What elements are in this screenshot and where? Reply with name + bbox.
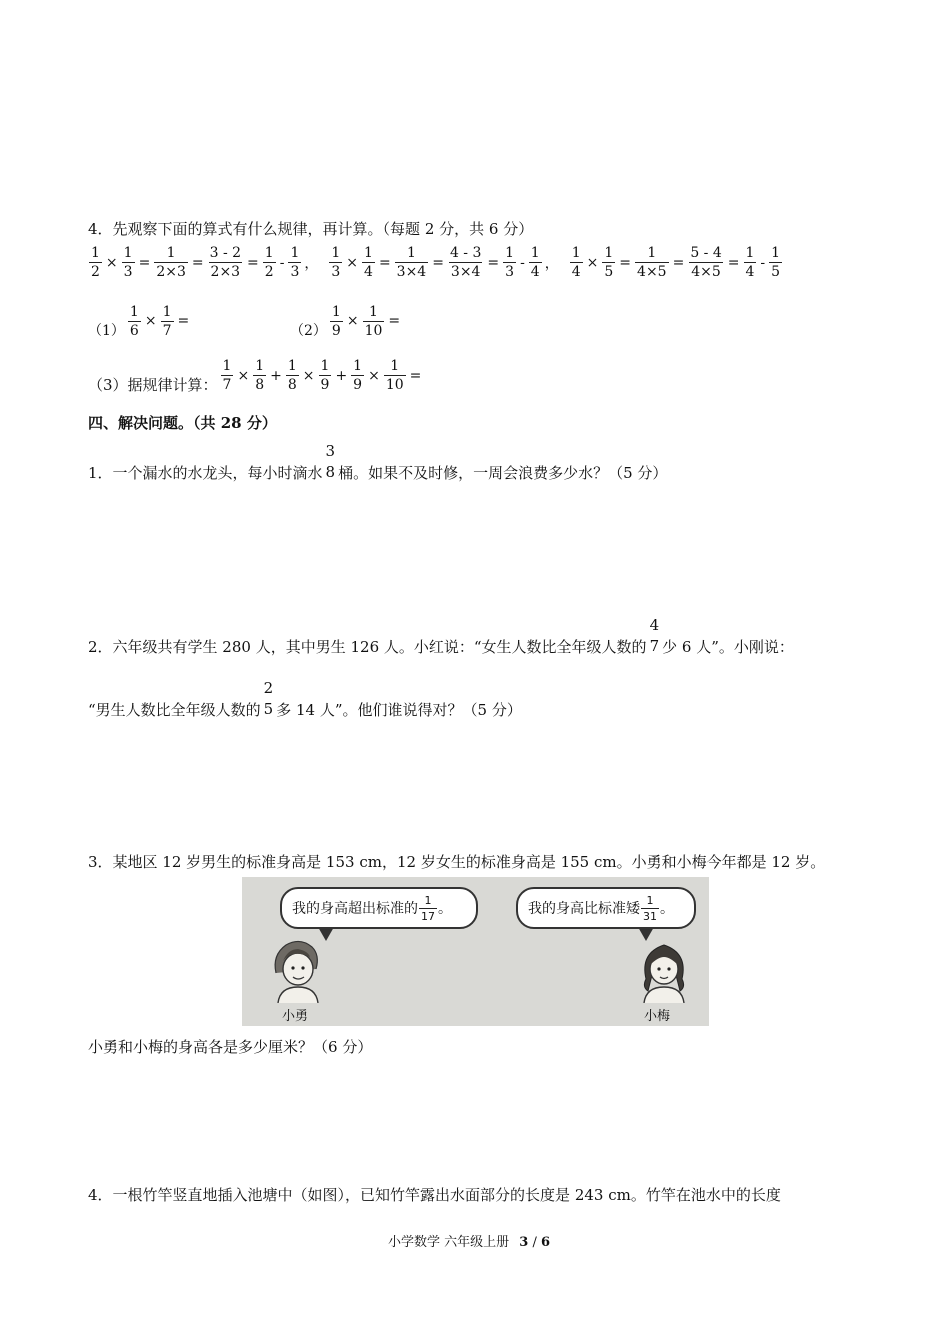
sub1-frac-b: $\frac{1}{7}$ <box>162 303 172 339</box>
ex1-frac-c: $\frac{1}{2\times 3}$ <box>156 245 186 280</box>
ex1-frac-d: $\frac{3 - 2}{2\times 3}$ <box>209 245 242 280</box>
sub3-frac-4: $\frac{1}{9}$ <box>320 358 330 393</box>
sub1-frac-a: $\frac{1}{6}$ <box>129 303 139 339</box>
sub3-frac-2: $\frac{1}{8}$ <box>255 358 265 393</box>
ex2-frac-f: $\frac{1}{4}$ <box>530 245 540 280</box>
sub3-frac-3: $\frac{1}{8}$ <box>287 358 297 393</box>
ex1-frac-e: $\frac{1}{2}$ <box>264 245 274 280</box>
ex3-frac-b: $\frac{1}{5}$ <box>604 245 614 280</box>
problem-2-line1: 2．六年级共有学生 280 人，其中男生 126 人。小红说：“女生人数比全年级人数的 4 7 少 6 人”。小刚说： <box>88 615 794 656</box>
problem-3-text: 3．某地区 12 岁男生的标准身高是 153 cm，12 岁女生的标准身高是 155 cm。小勇和小梅今年都是 12 岁。 <box>88 853 826 871</box>
ex1-frac-f: $\frac{1}{3}$ <box>290 245 300 280</box>
ex2-frac-d: $\frac{4 - 3}{3\times 4}$ <box>449 245 482 280</box>
name-xiaomei: 小梅 <box>644 1009 671 1024</box>
footer-separator: / <box>528 1235 541 1250</box>
ex2-frac-c: $\frac{1}{3\times 4}$ <box>396 245 427 280</box>
ex1-frac-b: $\frac{1}{3}$ <box>123 245 133 280</box>
q4-examples: $\frac{1}{2}$ × $\frac{1}{3}$ = $\frac{1}{2\times 3}$ = $\frac{3 - 2}{2\times 3}$ = $\frac{1}{2}$ - $\frac{1}{3}$ ， $\frac{1}{3}$ × $\frac{1}{4}$ = $\frac{1}{3\times 4}$ = $\frac{4 - 3}{3\times 4}$ = $\frac{1}{3}$ - $\frac{1}{4}$ ， $\frac{1}{4}$ × $\frac{1}{5}$ = $\frac{1}{4\times 5}$ = $\frac{5 - 4}{4\times 5}$ = $\frac{1}{4}$ - $\frac{1}{5}$ <box>91 245 781 280</box>
girl-figure-icon <box>634 935 694 1003</box>
problem-1: 1．一个漏水的水龙头，每小时滴水 3 8 桶。如果不及时修，一周会浪费多少水？（5 分） <box>88 441 668 482</box>
sub3-frac-6: $\frac{1}{10}$ <box>385 358 404 393</box>
section4-title: 四、解决问题。（共 28 分） <box>88 414 277 432</box>
speech-bubble-right: 我的身高比标准矮 $\frac{1}{31}$ 。 <box>516 887 696 929</box>
q4-sub2: （2） $\frac{1}{9}$ × $\frac{1}{10}$ = <box>290 303 401 339</box>
page-footer <box>388 1231 550 1250</box>
sub3-frac-5: $\frac{1}{9}$ <box>353 358 363 393</box>
problem1-frac: 3 8 <box>325 441 336 481</box>
ex3-frac-a: $\frac{1}{4}$ <box>571 245 581 280</box>
sub2-frac-b: $\frac{1}{10}$ <box>364 303 383 339</box>
q4-sub3: （3）据规律计算： $\frac{1}{7}$ × $\frac{1}{8}$ + $\frac{1}{8}$ × $\frac{1}{9}$ + $\frac{1}{9}$ × $\frac{1}{10}$ = <box>88 358 422 394</box>
speech-bubble-left: 我的身高超出标准的 $\frac{1}{17}$ 。 <box>280 887 478 929</box>
problem2-frac1: 4 7 <box>649 615 660 655</box>
sub2-frac-a: $\frac{1}{9}$ <box>331 303 341 339</box>
ex2-frac-e: $\frac{1}{3}$ <box>505 245 515 280</box>
problem-4-text: 4．一根竹竿竖直地插入池塘中（如图），已知竹竿露出水面部分的长度是 243 cm。竹竿在池水中的长度 <box>88 1186 781 1204</box>
ex1-frac-a: $\frac{1}{2}$ <box>91 245 100 280</box>
problem-3-illustration <box>242 877 709 1026</box>
q4-sub1: （1） $\frac{1}{6}$ × $\frac{1}{7}$ = <box>88 303 190 339</box>
problem2-frac2: 2 5 <box>263 678 274 718</box>
footer-page-total: 6 <box>540 1235 551 1250</box>
ex2-frac-b: $\frac{1}{4}$ <box>364 245 373 280</box>
ex3-frac-d: $\frac{5 - 4}{4\times 5}$ <box>690 245 722 280</box>
footer-title: 小学数学 六年级上册 <box>388 1235 510 1250</box>
ex3-frac-e: $\frac{1}{4}$ <box>745 245 755 280</box>
problem-2-line2: “男生人数比全年级人数的 2 5 多 14 人”。他们谁说得对？（5 分） <box>88 678 522 719</box>
bubble-left-frac: $\frac{1}{17}$ <box>421 893 435 923</box>
problem-3-question: 小勇和小梅的身高各是多少厘米？（6 分） <box>88 1038 373 1056</box>
bubble-right-frac: $\frac{1}{31}$ <box>643 893 657 923</box>
boy-figure-icon <box>268 935 328 1003</box>
ex2-frac-a: $\frac{1}{3}$ <box>331 245 341 280</box>
sub3-frac-1: $\frac{1}{7}$ <box>222 358 232 393</box>
ex3-frac-c: $\frac{1}{4\times 5}$ <box>637 245 667 280</box>
ex3-frac-f: $\frac{1}{5}$ <box>771 245 781 280</box>
footer-page-number: 3 <box>519 1235 529 1250</box>
name-xiaoyong: 小勇 <box>282 1009 309 1024</box>
q4-title: 4．先观察下面的算式有什么规律，再计算。（每题 2 分，共 6 分） <box>88 220 534 238</box>
